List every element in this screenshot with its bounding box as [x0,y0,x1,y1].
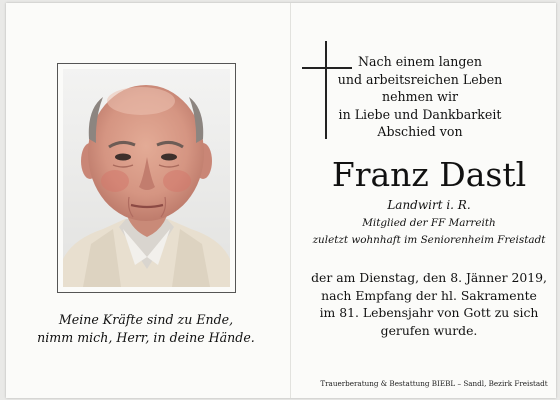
portrait-frame [57,63,236,293]
death-notice-line: der am Dienstag, den 8. Jänner 2019, [311,270,547,285]
deceased-title: Landwirt i. R. [387,198,471,212]
death-notice-line: nach Empfang der hl. Sakramente [321,287,537,303]
undertaker-credit: Trauerberatung & Bestattung BIEBL – Sandl, Bezirk Freistadt [320,379,548,388]
intro-line: und arbeitsreichen Leben [337,71,503,87]
portrait-illustration [63,69,230,287]
farewell-intro [330,53,510,141]
death-notice [304,269,554,339]
verse-line: nimm mich, Herr, in deine Hände. [37,330,255,345]
deceased-details [304,197,554,250]
deceased-residence: zuletzt wohnhaft im Seniorenheim Freistadt [312,234,546,246]
verse-line: Meine Kräfte sind zu Ende, [58,312,234,327]
portrait-photo [63,69,230,287]
death-notice-line: im 81. Lebensjahr von Gott zu sich [319,305,539,321]
intro-line: Nach einem langen [358,54,482,69]
intro-line: Abschied von [377,124,463,140]
deceased-name: Franz Dastl [331,155,527,194]
memorial-verse [26,311,266,347]
card-fold-line [290,3,291,398]
intro-line: in Liebe und Dankbarkeit [338,106,502,122]
intro-line: nehmen wir [381,89,458,105]
death-notice-line: gerufen wurde. [380,322,478,338]
obituary-card [6,3,556,398]
deceased-membership: Mitglied der FF Marreith [362,216,496,229]
